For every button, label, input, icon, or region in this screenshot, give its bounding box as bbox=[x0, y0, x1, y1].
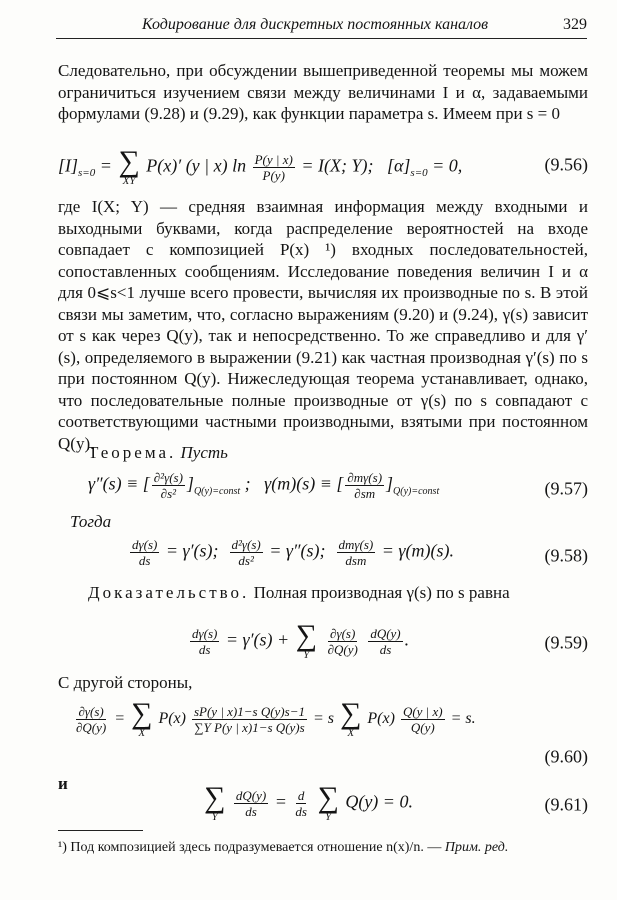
numerator: dmγ(s) bbox=[338, 537, 374, 552]
sum-subscript: Y bbox=[303, 649, 310, 661]
footnote bbox=[58, 838, 588, 857]
equation-9-58 bbox=[58, 535, 588, 577]
numerator: d²γ(s) bbox=[231, 537, 261, 552]
numerator: dQ(y) bbox=[235, 788, 267, 803]
eq960-mid: = s bbox=[312, 710, 335, 728]
sum-sign: ∑ Y bbox=[295, 619, 318, 661]
numerator: ∂mγ(s) bbox=[347, 470, 383, 485]
sum-subscript: Y bbox=[211, 811, 218, 823]
eq958-r1: = γ′(s); bbox=[165, 540, 219, 561]
denominator: ds bbox=[295, 804, 307, 819]
theorem-label: Теорема. bbox=[88, 443, 177, 462]
denominator: ds bbox=[379, 642, 392, 657]
equation-9-61 bbox=[58, 782, 588, 828]
denominator: ∑Y P(y | x)1−s Q(y)s bbox=[194, 720, 305, 735]
proof-label: Доказательство. bbox=[88, 583, 250, 602]
eq957-sub1: Q(y)=const bbox=[193, 486, 241, 498]
footnote-tail: Прим. ред. bbox=[444, 840, 509, 855]
eq956-eq: = bbox=[99, 155, 112, 176]
eq957-sep: ; bbox=[244, 473, 251, 494]
eq961-eq: = bbox=[274, 791, 287, 812]
denominator: ∂Q(y) bbox=[76, 720, 107, 735]
fraction bbox=[190, 626, 219, 657]
eq956-term: P(x)′ (y | x) ln bbox=[146, 155, 247, 176]
running-title: Кодирование для дискретных постоянных каналов bbox=[142, 16, 489, 33]
denominator: ds bbox=[245, 804, 257, 819]
sum-subscript: X bbox=[347, 727, 355, 739]
sum-sign: ∑ XY bbox=[118, 145, 140, 187]
fraction bbox=[74, 704, 108, 735]
eq959-end: . bbox=[404, 629, 410, 650]
fraction bbox=[253, 152, 295, 183]
fraction bbox=[230, 537, 263, 568]
equation-number: (9.57) bbox=[544, 478, 588, 499]
sum-subscript: X bbox=[138, 727, 146, 739]
eq957-gm: γ(m)(s) ≡ bbox=[264, 473, 332, 494]
sum-sign: ∑ Y bbox=[317, 781, 339, 823]
equation-number: (9.60) bbox=[544, 746, 588, 767]
eq958-r3: = γ(m)(s). bbox=[381, 540, 454, 561]
numerator: dγ(s) bbox=[192, 626, 218, 641]
fraction bbox=[192, 704, 307, 735]
numerator: Q(y | x) bbox=[402, 704, 443, 719]
eq956-alpha-rhs: = 0, bbox=[432, 155, 463, 176]
denominator: P(y) bbox=[262, 168, 285, 183]
fraction bbox=[337, 537, 376, 568]
paragraph-other-side: С другой стороны, bbox=[58, 673, 193, 692]
fraction bbox=[401, 704, 445, 735]
eq956-lhs: [I] bbox=[58, 155, 79, 176]
proof-paragraph bbox=[58, 582, 588, 604]
eq959-r1: = γ′(s) + bbox=[225, 629, 290, 650]
theorem-heading bbox=[88, 443, 228, 463]
theorem-text: Пусть bbox=[180, 443, 228, 462]
sum-subscript: Y bbox=[325, 811, 332, 823]
denominator: ∂s² bbox=[160, 486, 177, 501]
eq957-g2: γ″(s) ≡ bbox=[88, 473, 139, 494]
sum-sign: ∑ X bbox=[131, 697, 153, 739]
equation-9-57: γ″(s) ≡ [ $\frac{\text{∂²γ(s)}}{\text{∂s²}}$ ]$_{Q(y)=const}$ ; γ(m)(s) ≡ [ $\frac{\partial m\gamma(s)}{\partial sm}$ ]$_{Q(y)=const}$ (9.57) bbox=[88, 470, 588, 501]
eq956-lhs-sub: s=0 bbox=[78, 167, 96, 180]
numerator: sP(y | x)1−s Q(y)s−1 bbox=[193, 704, 305, 719]
footnote-text: Под композицией здесь подразумевается отношение n(x)/n. — bbox=[70, 840, 442, 855]
footnote-mark: ¹) bbox=[58, 840, 67, 855]
denominator: ds bbox=[138, 553, 151, 568]
proof-text: Полная производная γ(s) по s равна bbox=[253, 583, 510, 602]
eq956-rhs: = I(X; Y); bbox=[301, 155, 374, 176]
eq960-end: = s. bbox=[450, 710, 476, 728]
footnote-rule bbox=[58, 830, 143, 831]
eq956-alpha-sub: s=0 bbox=[410, 167, 428, 180]
eq961-rhs: Q(y) = 0. bbox=[345, 791, 413, 812]
fraction bbox=[368, 626, 402, 657]
eq956-alpha: [α] bbox=[386, 155, 411, 176]
equation-number: (9.56) bbox=[544, 154, 588, 175]
sum-sign: ∑ Y bbox=[204, 781, 226, 823]
numerator: ∂γ(s) bbox=[78, 704, 104, 719]
numerator: ∂γ(s) bbox=[330, 626, 356, 641]
page-header bbox=[56, 14, 587, 39]
numerator: ∂²γ(s) bbox=[153, 470, 183, 485]
denominator: dsm bbox=[345, 553, 367, 568]
numerator: dγ(s) bbox=[132, 537, 158, 552]
eq958-r2: = γ″(s); bbox=[269, 540, 326, 561]
denominator: ds bbox=[198, 642, 211, 657]
equation-9-60-number-row bbox=[58, 742, 588, 772]
fraction bbox=[326, 626, 360, 657]
denominator: ∂sm bbox=[354, 486, 376, 501]
denominator: Q(y) bbox=[410, 720, 435, 735]
equation-number: (9.58) bbox=[544, 545, 588, 566]
numerator: dQ(y) bbox=[370, 626, 401, 641]
page-number: 329 bbox=[563, 16, 587, 33]
fraction bbox=[293, 788, 309, 819]
equation-9-60 bbox=[58, 698, 588, 748]
equation-9-59 bbox=[58, 620, 588, 666]
denominator: ds² bbox=[238, 553, 254, 568]
denominator: ∂Q(y) bbox=[327, 642, 358, 657]
numerator: P(y | x) bbox=[254, 152, 293, 167]
eq957-sub2: Q(y)=const bbox=[393, 486, 440, 498]
paragraph-main: где I(X; Y) — средняя взаимная информация между входными и выходными буквами, когда распределение вероятностей на входе совпадает с композицией P(x) ¹) входных последовательностей, сопоставленных сообщениям. Исследование поведения величин I и α для 0⩽s<1 лучше всего провести, вычисляя их производные по s. В этой связи мы заметим, что, согласно выражениям (9.20) и (9.24), γ(s) зависит от s как через Q(y), так и непосредственно. То же справедливо и для γ′(s), определяемого в выражении (9.21) как частная производная γ′(s) по s при постоянном Q(y). Нижеследующая теорема устанавливает, однако, что последовательные полные производные от γ(s) по s совпадают с соответствующими частными производными, взятыми при постоянном Q(y). bbox=[58, 197, 588, 453]
equation-number: (9.59) bbox=[544, 632, 588, 653]
equation-9-56 bbox=[58, 142, 588, 188]
numerator: d bbox=[297, 788, 305, 803]
fraction bbox=[152, 470, 185, 501]
eq960-px2: P(x) bbox=[367, 710, 395, 728]
togda-label: Тогда bbox=[70, 512, 112, 531]
fraction bbox=[234, 788, 268, 819]
sum-sign: ∑ X bbox=[340, 697, 362, 739]
fraction bbox=[345, 470, 384, 501]
sum-subscript: XY bbox=[122, 175, 136, 187]
equation-number: (9.61) bbox=[544, 794, 588, 815]
paragraph-intro: Следовательно, при обсуждении вышеприведенной теоремы мы можем ограничиться изучением связи между величинами I и α, задаваемыми формулами (9.28) и (9.29), как функции параметра s. Имеем при s = 0 bbox=[58, 61, 588, 123]
eq960-px: P(x) bbox=[158, 710, 186, 728]
eq960-eq: = bbox=[114, 710, 126, 728]
and-word: и bbox=[58, 774, 68, 793]
fraction bbox=[130, 537, 159, 568]
